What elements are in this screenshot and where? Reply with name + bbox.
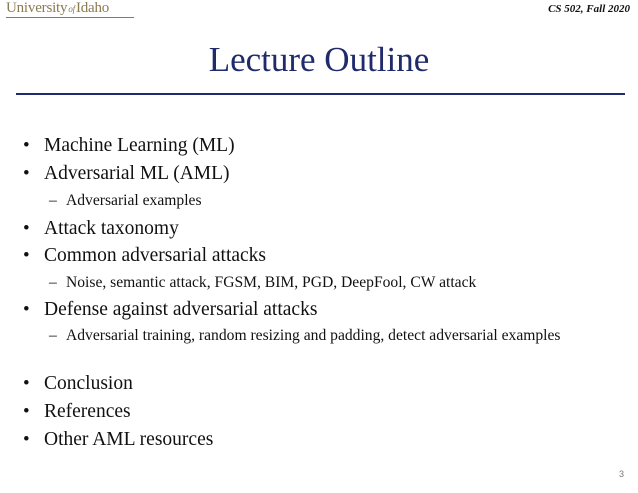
page-number: 3 [618, 469, 624, 479]
outline-item [23, 400, 131, 424]
logo-word-of: of [68, 4, 75, 14]
outline-item [23, 134, 235, 158]
outline-item-text: Adversarial ML (AML) [44, 163, 230, 184]
course-label: CS 502, Fall 2020 [548, 3, 630, 15]
bullet-icon: • [23, 373, 30, 394]
outline-item-text: Machine Learning (ML) [44, 135, 235, 156]
title-divider [16, 93, 625, 95]
outline-item-text: Adversarial examples [66, 192, 202, 209]
outline-item-text: Noise, semantic attack, FGSM, BIM, PGD, DeepFool, CW attack [66, 274, 477, 291]
bullet-icon: • [23, 429, 30, 450]
outline-item-text: Common adversarial attacks [44, 245, 267, 266]
bullet-icon: • [23, 299, 30, 320]
dash-icon: – [49, 192, 57, 209]
logo-word-idaho: Idaho [75, 0, 110, 16]
outline-item-text: Defense against adversarial attacks [44, 299, 318, 320]
bullet-icon: • [23, 135, 30, 156]
university-logo [6, 0, 109, 18]
dash-icon: – [49, 327, 57, 344]
outline-item-text: Other AML resources [44, 429, 214, 450]
outline-item [23, 217, 179, 241]
bullet-icon: • [23, 218, 30, 239]
outline-item [23, 244, 267, 268]
outline-item [23, 162, 230, 186]
outline-subitem [49, 325, 626, 346]
logo-word-university: University [6, 0, 68, 16]
outline-item-text: Attack taxonomy [44, 218, 179, 239]
bullet-icon: • [23, 245, 30, 266]
outline-item [23, 298, 318, 322]
outline-item [23, 372, 133, 396]
outline-item-text: References [44, 401, 131, 422]
dash-icon: – [49, 274, 57, 291]
outline-subitem [49, 272, 626, 293]
slide-title: Lecture Outline [208, 40, 430, 79]
bullet-icon: • [23, 163, 30, 184]
outline-subitem [49, 190, 626, 211]
outline-item [23, 428, 214, 452]
logo-underline [6, 17, 134, 18]
outline-item-text: Adversarial training, random resizing and padding, detect adversarial examples [66, 327, 561, 344]
outline-item-text: Conclusion [44, 373, 133, 394]
bullet-icon: • [23, 401, 30, 422]
